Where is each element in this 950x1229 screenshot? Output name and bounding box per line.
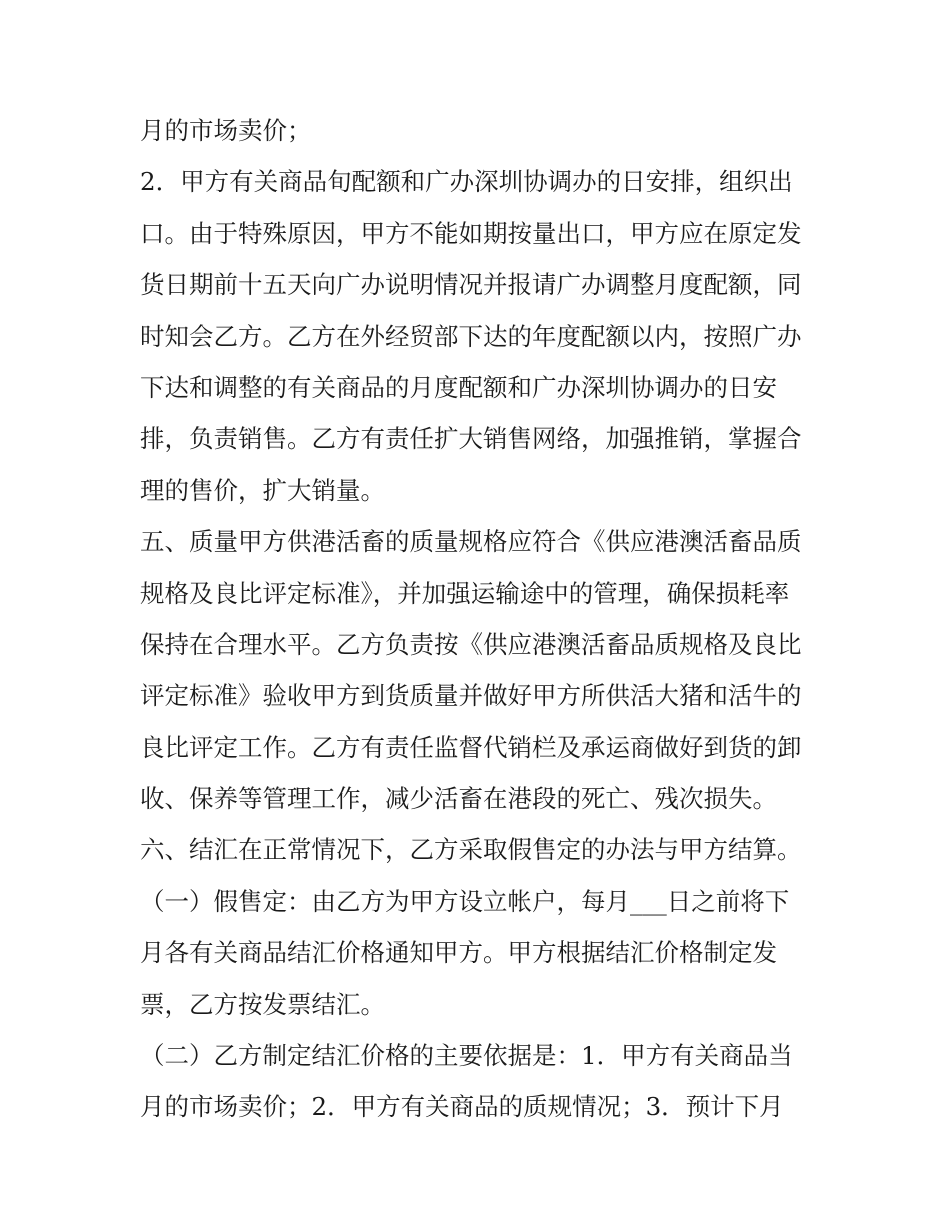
text-line-1: 月的市场卖价； xyxy=(140,116,312,145)
text-line-8: 理的售价，扩大销量。 xyxy=(140,475,385,505)
text-line-19: （二）乙方制定结汇价格的主要依据是：1．甲方有关商品当 xyxy=(140,1041,793,1071)
text-line-10: 规格及良比评定标准》，并加强运输途中的管理，确保损耗率 xyxy=(140,578,790,608)
text-line-7: 排，负责销售。乙方有责任扩大销售网络，加强推销，掌握合 xyxy=(140,424,802,454)
document-body xyxy=(140,105,820,1133)
text-line-12: 评定标准》验收甲方到货质量并做好甲方所供活大猪和活牛的 xyxy=(140,681,802,711)
text-line-6: 下达和调整的有关商品的月度配额和广办深圳协调办的日安 xyxy=(140,372,777,402)
text-line-14: 收、保养等管理工作，减少活畜在港段的死亡、残次损失。 xyxy=(140,784,777,814)
text-line-5: 时知会乙方。乙方在外经贸部下达的年度配额以内，按照广办 xyxy=(140,321,802,351)
text-line-9: 五、质量甲方供港活畜的质量规格应符合《供应港澳活畜品质 xyxy=(140,527,802,557)
text-line-20: 月的市场卖价；2．甲方有关商品的质规情况；3．预计下月 xyxy=(140,1092,784,1122)
text-line-18: 票，乙方按发票结汇。 xyxy=(140,989,385,1019)
text-line-15: 六、结汇在正常情况下，乙方采取假售定的办法与甲方结算。 xyxy=(140,835,802,865)
text-line-11: 保持在合理水平。乙方负责按《供应港澳活畜品质规格及良比 xyxy=(140,629,802,659)
text-line-17: 月各有关商品结汇价格通知甲方。甲方根据结汇价格制定发 xyxy=(140,938,777,968)
text-line-13: 良比评定工作。乙方有责任监督代销栏及承运商做好到货的卸 xyxy=(140,732,802,762)
text-line-16: （一）假售定：由乙方为甲方设立帐户，每月___日之前将下 xyxy=(140,886,790,916)
text-line-2: 2．甲方有关商品旬配额和广办深圳协调办的日安排，组织出 xyxy=(140,167,793,197)
text-line-3: 口。由于特殊原因，甲方不能如期按量出口，甲方应在原定发 xyxy=(140,218,802,248)
text-line-4: 货日期前十五天向广办说明情况并报请广办调整月度配额，同 xyxy=(140,270,802,300)
